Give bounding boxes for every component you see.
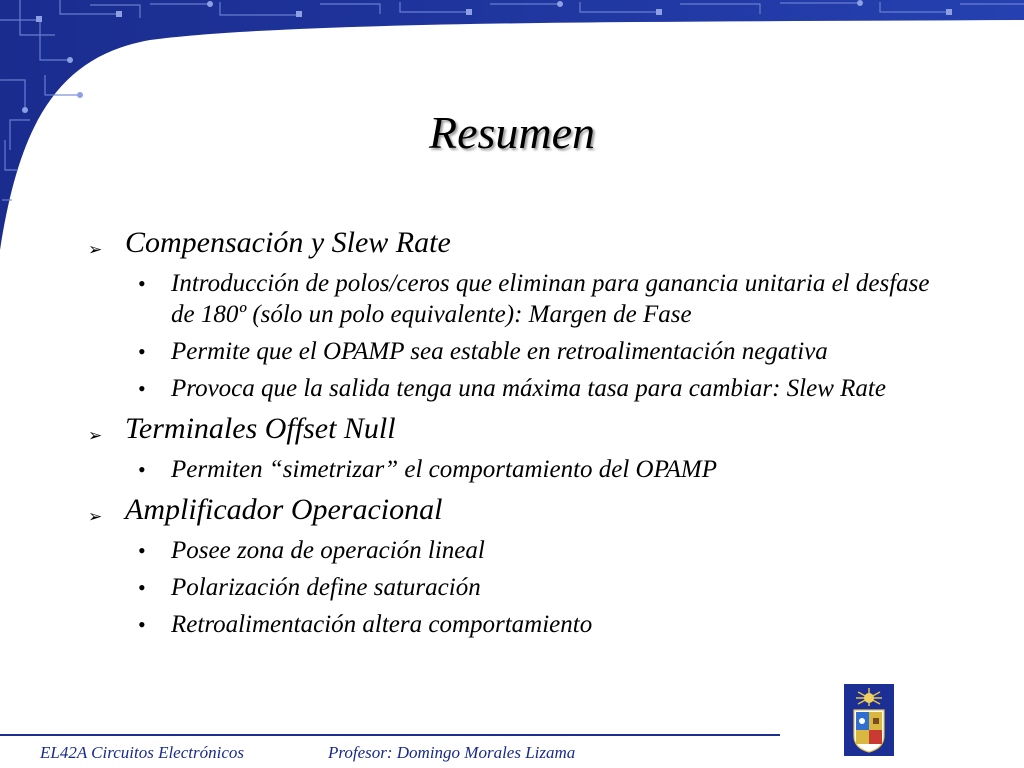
list-item-text: Provoca que la salida tenga una máxima tasa para cambiar: Slew Rate <box>171 375 886 402</box>
arrow-bullet-icon: ➢ <box>88 507 103 526</box>
arrow-bullet-icon: ➢ <box>88 240 103 259</box>
section-heading-text: Amplificador Operacional <box>125 493 443 526</box>
list-item <box>88 454 948 485</box>
list-item-text: Polarización define saturación <box>171 574 481 601</box>
list-item <box>88 268 948 330</box>
section-heading-text: Compensación y Slew Rate <box>125 226 451 259</box>
list-item-text: Permite que el OPAMP sea estable en retroalimentación negativa <box>171 338 828 365</box>
dot-bullet-icon: • <box>138 339 146 364</box>
university-crest-icon <box>844 684 894 756</box>
list-item <box>88 373 948 404</box>
list-item-text: Retroalimentación altera comportamiento <box>171 611 593 638</box>
footer-professor: Profesor: Domingo Morales Lizama <box>328 743 576 762</box>
slide-title: Resumen <box>428 107 596 158</box>
list-item <box>88 572 948 603</box>
section-heading <box>88 226 948 260</box>
list-item-text: Introducción de polos/ceros que eliminan para ganancia unitaria el desfase de 180º (sólo un polo equivalente): Margen de Fase <box>171 270 930 328</box>
dot-bullet-icon: • <box>138 376 146 401</box>
dot-bullet-icon: • <box>138 612 146 637</box>
list-item <box>88 609 948 640</box>
footer-divider <box>0 734 780 736</box>
dot-bullet-icon: • <box>138 271 146 296</box>
section-heading <box>88 412 948 446</box>
list-item <box>88 336 948 367</box>
list-item-text: Permiten “simetrizar” el comportamiento del OPAMP <box>171 456 718 483</box>
section-heading <box>88 493 948 527</box>
bullet-list <box>88 226 948 640</box>
list-item-text: Posee zona de operación lineal <box>171 537 485 564</box>
dot-bullet-icon: • <box>138 538 146 563</box>
dot-bullet-icon: • <box>138 457 146 482</box>
dot-bullet-icon: • <box>138 575 146 600</box>
footer-course: EL42A Circuitos Electrónicos <box>40 743 244 762</box>
list-item <box>88 535 948 566</box>
arrow-bullet-icon: ➢ <box>88 426 103 445</box>
section-heading-text: Terminales Offset Null <box>125 412 396 445</box>
